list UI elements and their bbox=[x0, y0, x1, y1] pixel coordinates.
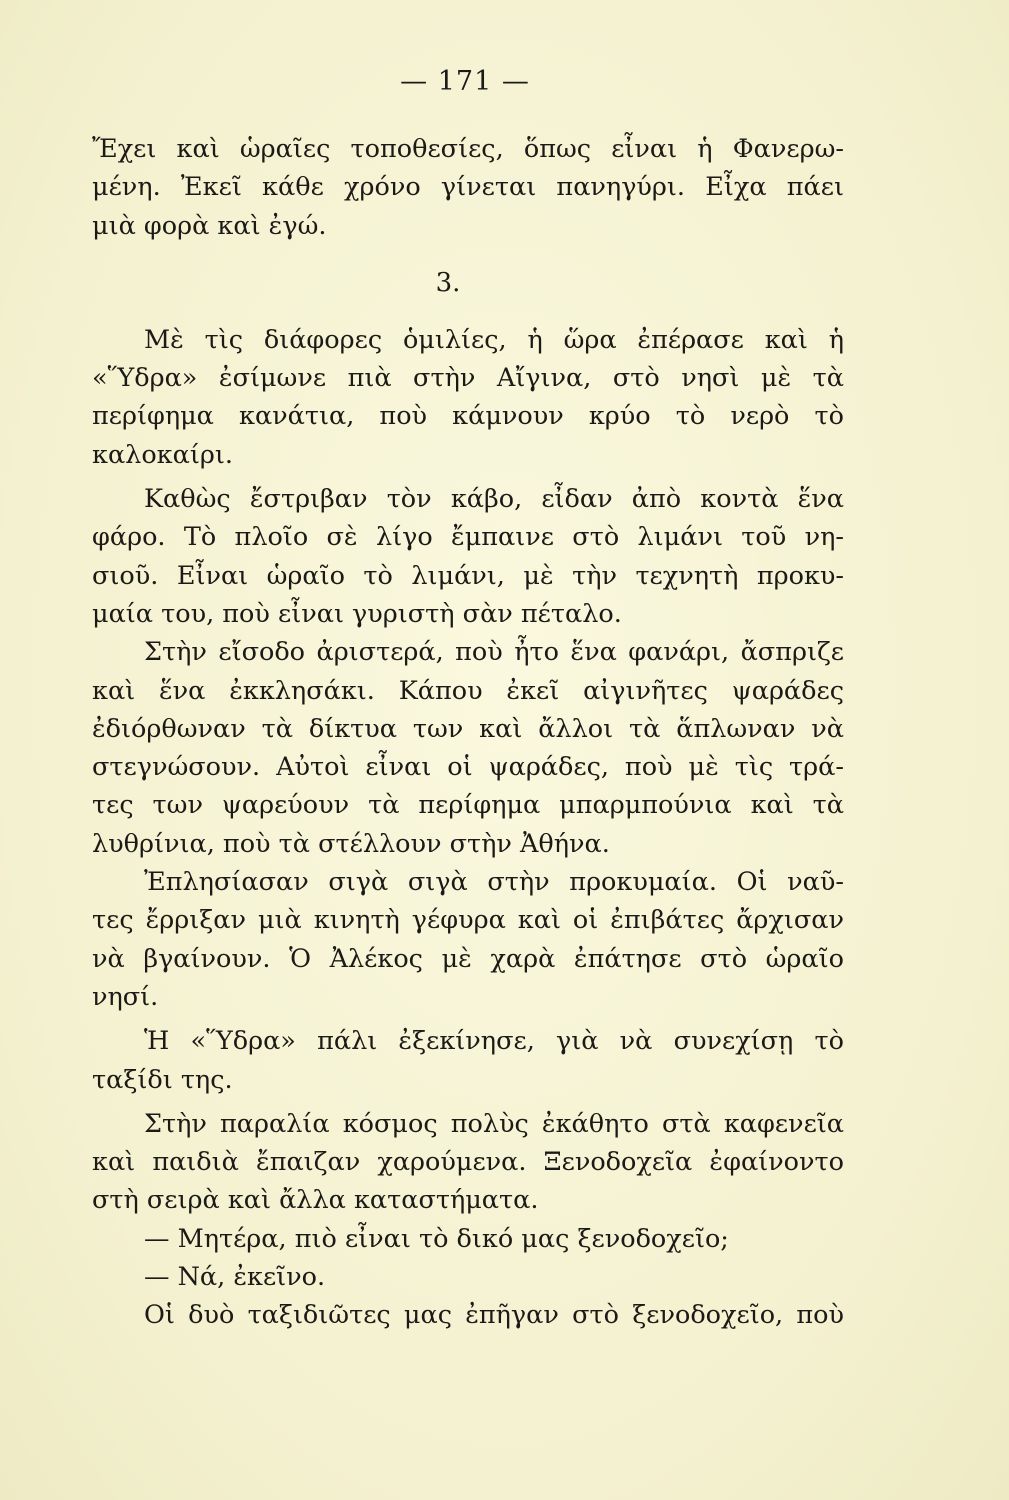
text-line: καὶ παιδιὰ ἔπαιζαν χαρούμενα. Ξενοδοχεῖα ἐφαίνοντο bbox=[92, 1147, 844, 1178]
text-line: «Ὕδρα» ἐσίμωνε πιὰ στὴν Αἴγινα, στὸ νησὶ μὲ τὰ bbox=[92, 363, 844, 394]
dialogue-line: — Νά, ἐκεῖνο. bbox=[144, 1262, 326, 1293]
text-line: Μὲ τὶς διάφορες ὁμιλίες, ἡ ὥρα ἐπέρασε καὶ ἡ bbox=[144, 324, 844, 355]
dialogue-line: — Μητέρα, πιὸ εἶναι τὸ δικό μας ξενοδοχεῖο; bbox=[144, 1223, 729, 1254]
text-line: φάρο. Τὸ πλοῖο σὲ λίγο ἔμπαινε στὸ λιμάνι τοῦ νη- bbox=[92, 522, 844, 553]
text-line: Ἔχει καὶ ὡραῖες τοποθεσίες, ὅπως εἶναι ἡ Φανερω- bbox=[92, 134, 844, 164]
section-number: 3. bbox=[435, 267, 461, 298]
text-line: Οἱ δυὸ ταξιδιῶτες μας ἐπῆγαν στὸ ξενοδοχεῖο, ποὺ bbox=[144, 1300, 844, 1331]
text-line: μιὰ φορὰ καὶ ἐγώ. bbox=[92, 210, 327, 241]
intro-paragraph bbox=[92, 130, 844, 245]
paragraph bbox=[92, 321, 844, 474]
text-line: περίφημα κανάτια, ποὺ κάμνουν κρύο τὸ νερὸ τὸ bbox=[92, 401, 844, 432]
page-text bbox=[92, 130, 844, 1335]
paragraph bbox=[92, 480, 844, 633]
text-line: μαία του, ποὺ εἶναι γυριστὴ σὰν πέταλο. bbox=[92, 598, 622, 629]
paragraph bbox=[92, 1105, 844, 1220]
text-line: νησί. bbox=[92, 981, 159, 1012]
text-line: ἐδιόρθωναν τὰ δίκτυα των καὶ ἄλλοι τὰ ἅπλωναν νὰ bbox=[92, 713, 844, 744]
text-line: νὰ βγαίνουν. Ὁ Ἀλέκος μὲ χαρὰ ἐπάτησε στὸ ὡραῖο bbox=[92, 943, 844, 974]
paragraph bbox=[92, 633, 844, 863]
text-line: τες των ψαρεύουν τὰ περίφημα μπαρμπούνια καὶ τὰ bbox=[92, 790, 844, 821]
paragraph bbox=[92, 1022, 844, 1099]
text-line: καὶ ἕνα ἐκκλησάκι. Κάπου ἐκεῖ αἰγινῆτες ψαράδες bbox=[92, 675, 844, 706]
text-line: Καθὼς ἔστριβαν τὸν κάβο, εἶδαν ἀπὸ κοντὰ ἕνα bbox=[144, 484, 844, 515]
text-line: σιοῦ. Εἶναι ὡραῖο τὸ λιμάνι, μὲ τὴν τεχνητὴ προκυ- bbox=[92, 560, 844, 591]
text-line: Ἐπλησίασαν σιγὰ σιγὰ στὴν προκυμαία. Οἱ ναῦ- bbox=[144, 867, 844, 898]
text-line: στὴ σειρὰ καὶ ἄλλα καταστήματα. bbox=[92, 1185, 539, 1216]
text-line: τες ἔρριξαν μιὰ κινητὴ γέφυρα καὶ οἱ ἐπιβάτες ἄρχισαν bbox=[92, 905, 844, 936]
text-line: στεγνώσουν. Αὐτοὶ εἶναι οἱ ψαράδες, ποὺ μὲ τὶς τρά- bbox=[92, 752, 844, 783]
text-line: καλοκαίρι. bbox=[92, 439, 233, 470]
text-line: Στὴν εἴσοδο ἀριστερά, ποὺ ἦτο ἕνα φανάρι, ἄσπριζε bbox=[144, 637, 844, 668]
text-line: Στὴν παραλία κόσμος πολὺς ἐκάθητο στὰ καφενεῖα bbox=[144, 1108, 844, 1139]
text-line: λυθρίνια, ποὺ τὰ στέλλουν στὴν Ἀθήνα. bbox=[92, 828, 610, 859]
text-line: ταξίδι της. bbox=[92, 1064, 233, 1095]
text-line: μένη. Ἐκεῖ κάθε χρόνο γίνεται πανηγύρι. Εἶχα πάει bbox=[92, 172, 844, 203]
paragraph bbox=[92, 863, 844, 1016]
page-number: — 171 — bbox=[400, 66, 530, 97]
text-line: Ἡ «Ὕδρα» πάλι ἐξεκίνησε, γιὰ νὰ συνεχίσῃ τὸ bbox=[144, 1026, 844, 1057]
